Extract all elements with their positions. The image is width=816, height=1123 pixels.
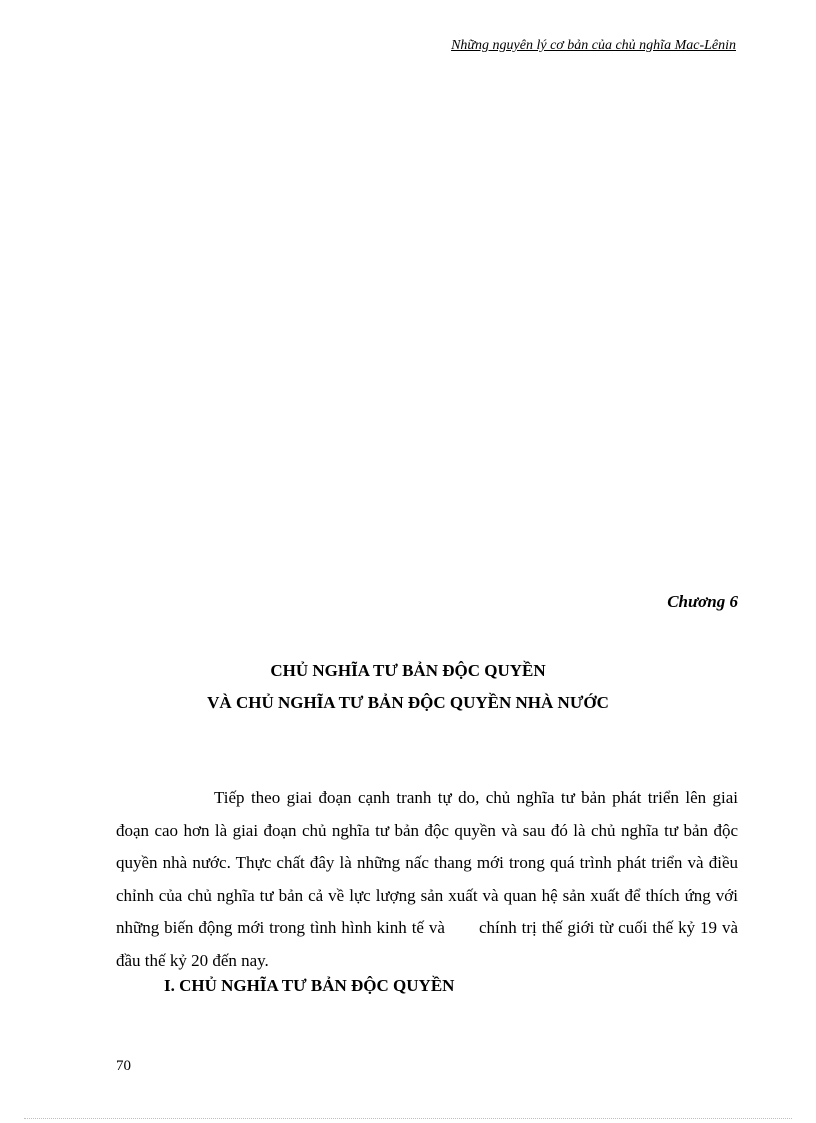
footer-divider — [24, 1118, 792, 1119]
chapter-title-line-2: VÀ CHỦ NGHĨA TƯ BẢN ĐỘC QUYỀN NHÀ NƯỚC — [207, 693, 609, 712]
intro-paragraph-part-1: Tiếp theo giai đoạn cạnh tranh tự do, chủ nghĩa tư bản phát triển lên giai đoạn cao hơn là giai đoạn chủ nghĩa tư bản độc quyền và sau đó là chủ nghĩa tư bản độc quyền nhà nước. Thực chất đây là những nấc thang mới trong quá trình phát triển và điều chỉnh của chủ nghĩa tư bản cả về lực lượng sản xuất và quan hệ sản xuất để thích ứng với những biến động mới trong tình hình kinh tế và — [116, 788, 738, 938]
intro-paragraph — [116, 782, 738, 978]
page-number: 70 — [116, 1058, 131, 1074]
chapter-title-line-1: CHỦ NGHĨA TƯ BẢN ĐỘC QUYỀN — [270, 661, 546, 680]
running-header: Những nguyên lý cơ bản của chủ nghĩa Mac-Lênin — [451, 38, 736, 53]
section-heading: I. CHỦ NGHĨA TƯ BẢN ĐỘC QUYỀN — [164, 976, 455, 995]
chapter-title — [0, 655, 816, 719]
intro-paragraph-part-2: chính trị thế giới từ cuối thế kỷ 19 và đầu thế kỷ 20 đến nay. — [116, 918, 738, 970]
chapter-label: Chương 6 — [667, 592, 738, 611]
